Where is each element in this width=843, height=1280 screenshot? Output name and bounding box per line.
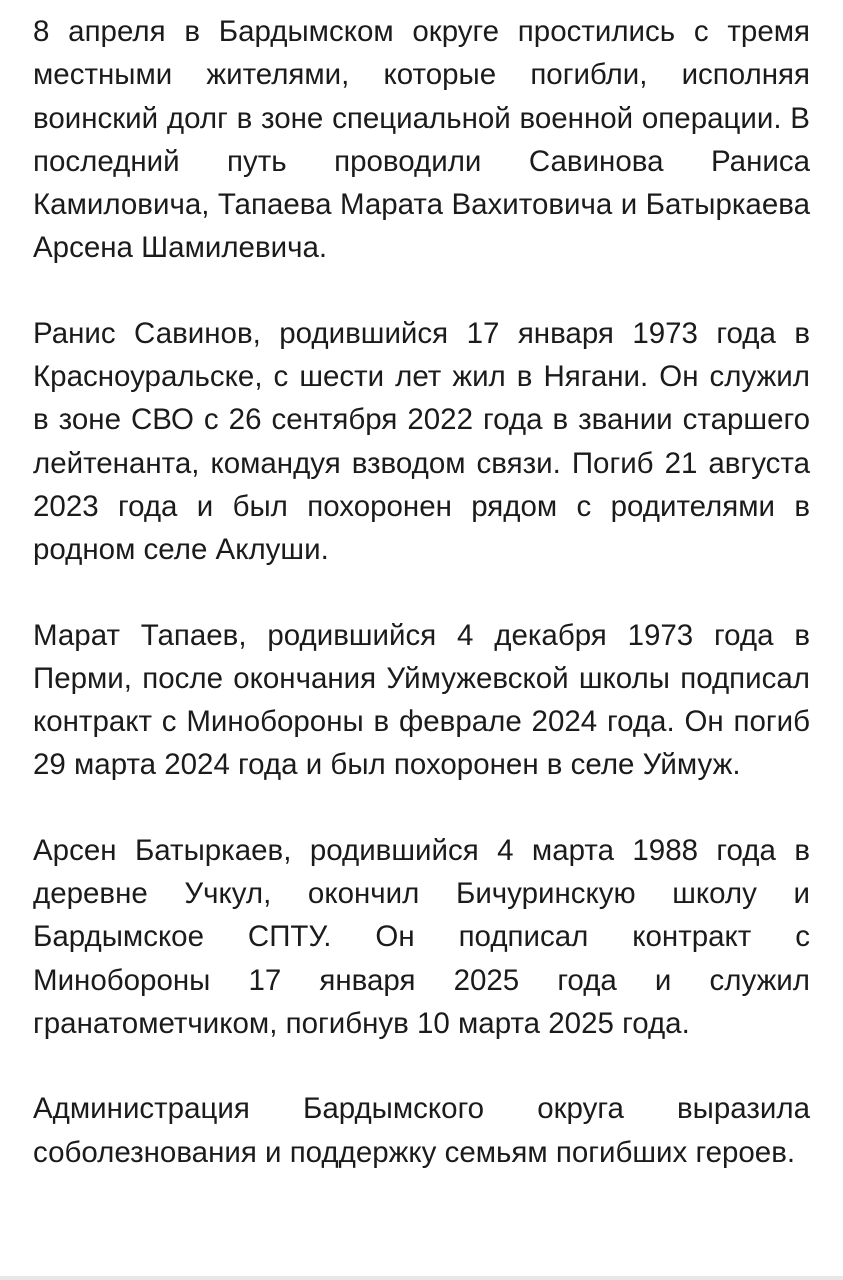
bottom-divider [0,1276,843,1280]
paragraph-farewell-intro: 8 апреля в Бардымском округе простились с тремя местными жителями, которые погибли, исполняя воинский долг в зоне специальной военной операции. В последний путь проводили Савинова Раниса Камиловича, Тапаева Марата Вахитовича и Батыркаева Арсена Шамилевича. [33,15,810,265]
paragraph-condolences: Администрация Бардымского округа выразила соболезнования и поддержку семьям погибших героев. [33,1092,810,1169]
paragraph-marat-tapaev: Марат Тапаев, родившийся 4 декабря 1973 года в Перми, после окончания Уймужевской школы подписал контракт с Минобороны в феврале 2024 года. Он погиб 29 марта 2024 года и был похоронен в селе Уймуж. [33,618,810,782]
paragraph-ranis-savinov: Ранис Савинов, родившийся 17 января 1973 года в Красноуральске, с шести лет жил в Нягани. Он служил в зоне СВО с 26 сентября 2022 года в звании старшего лейтенанта, командуя взводом связи. Погиб 21 августа 2023 года и был похоронен рядом с родителями в родном селе Аклуши. [33,316,810,567]
article-body [33,10,810,1174]
paragraph-arsen-batyrkaev: Арсен Батыркаев, родившийся 4 марта 1988 года в деревне Учкул, окончил Бичуринскую школу и Бардымское СПТУ. Он подписал контракт с Минобороны 17 января 2025 года и служил гранатометчиком, погибнув 10 марта 2025 года. [33,833,810,1040]
